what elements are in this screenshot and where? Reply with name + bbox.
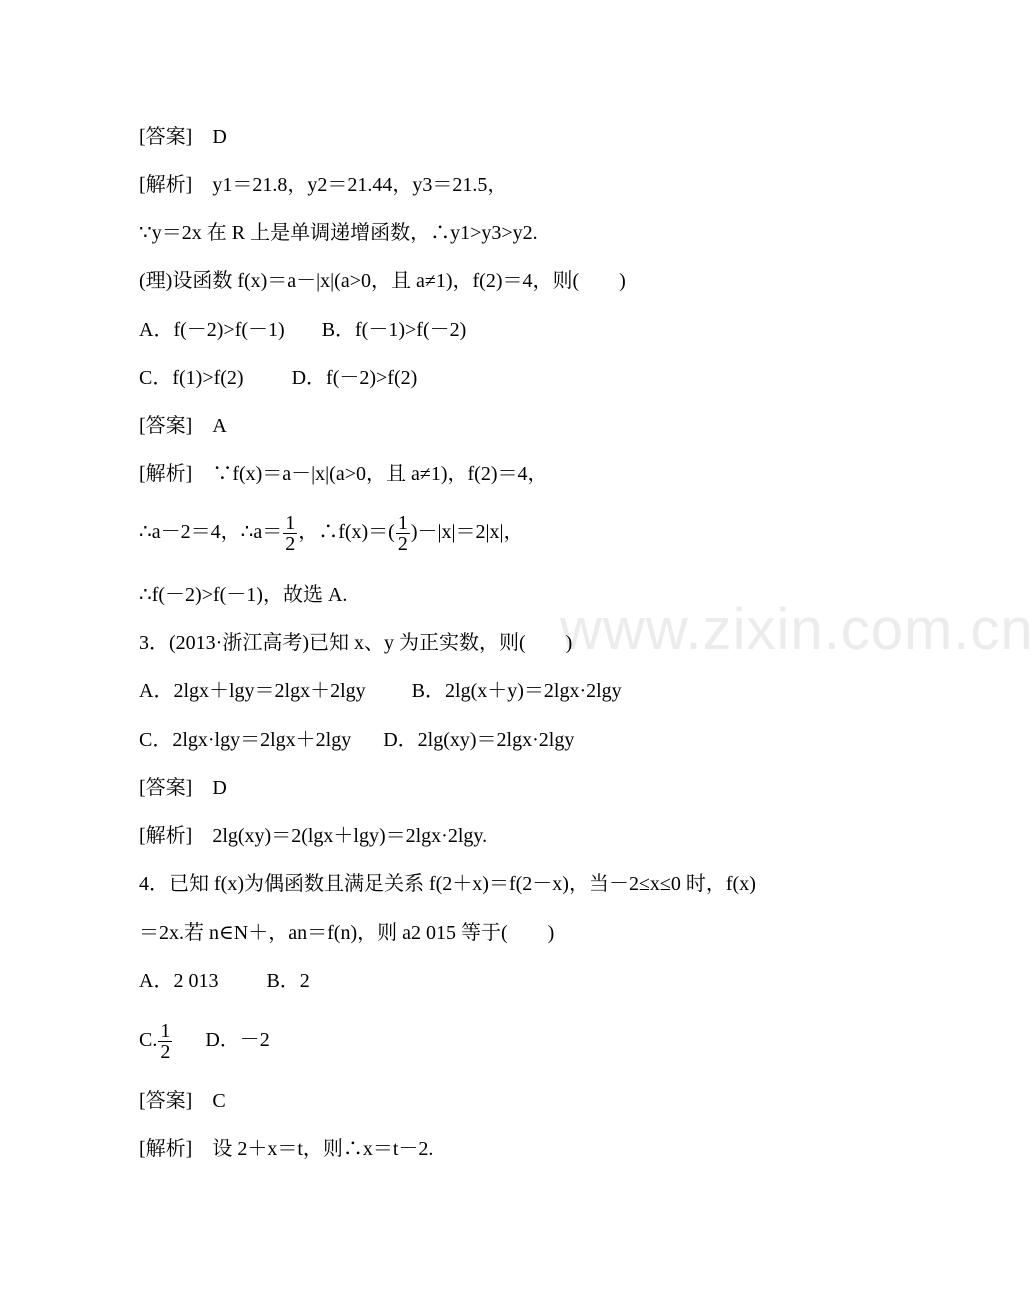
fraction-numerator: 1 [285, 511, 296, 534]
analysis-line-1: [解析] y1＝21.8，y2＝21.44，y3＝21.5， [139, 174, 508, 196]
analysis-line-2: ∵y＝2x 在 R 上是单调递增函数，∴y1>y3>y2. [139, 222, 538, 244]
option-c: C．2lgx·lgy＝2lgx＋2lgy [139, 729, 352, 751]
option-a: A．2 013 [139, 970, 219, 992]
analysis-line-6: [解析] 2lg(xy)＝2(lgx＋lgy)＝2lgx·2lgy. [139, 825, 488, 847]
answer-label-1: [答案] D [139, 126, 227, 148]
options-row-2 [139, 365, 417, 391]
question-li: (理)设函数 f(x)＝a－|x|(a>0，且 a≠1)，f(2)＝4，则( ) [139, 270, 626, 292]
options-row-3 [139, 678, 622, 704]
fraction-denominator: 2 [160, 1040, 171, 1063]
answer-label-3: [答案] D [139, 777, 227, 799]
option-c: C. [139, 1029, 158, 1051]
option-b: B．2 [266, 970, 310, 992]
option-a: A．f(－2)>f(－1) [139, 319, 285, 341]
option-d: D．f(－2)>f(2) [291, 367, 418, 389]
watermark: www.zixin.com.cn [560, 597, 1034, 662]
fraction-numerator: 1 [160, 1019, 171, 1042]
option-b: B．2lg(x＋y)＝2lgx·2lgy [411, 680, 622, 702]
question-4-line-1: 4．已知 f(x)为偶函数且满足关系 f(2＋x)＝f(2－x)，当－2≤x≤0 时，f(x) [139, 873, 756, 895]
fraction-half-2 [396, 513, 410, 554]
fraction-denominator: 2 [397, 532, 408, 555]
fraction-half-3 [158, 1021, 172, 1062]
fraction-half-1 [283, 513, 297, 554]
analysis-text-b: ，∴f(x)＝( [298, 521, 395, 543]
options-row-6 [139, 1018, 270, 1062]
question-3: 3．(2013·浙江高考)已知 x、y 为正实数，则( ) [139, 632, 573, 654]
option-b: B．f(－1)>f(－2) [321, 319, 467, 341]
option-d: D．－2 [205, 1029, 270, 1051]
analysis-text-c: )－|x|＝2|x|， [410, 521, 524, 543]
option-c: C．f(1)>f(2) [139, 367, 244, 389]
analysis-text-a: ∴a－2＝4，∴a＝ [139, 521, 283, 543]
analysis-line-5: ∴f(－2)>f(－1)，故选 A. [139, 584, 348, 606]
options-row-1 [139, 317, 466, 343]
analysis-line-4 [139, 510, 524, 554]
options-row-4 [139, 727, 574, 753]
analysis-line-3: [解析] ∵f(x)＝a－|x|(a>0，且 a≠1)，f(2)＝4， [139, 463, 548, 485]
options-row-5 [139, 968, 310, 994]
question-4-line-2: ＝2x.若 n∈N＋，an＝f(n)，则 a2 015 等于( ) [139, 922, 555, 944]
answer-label-4: [答案] C [139, 1090, 226, 1112]
option-a: A．2lgx＋lgy＝2lgx＋2lgy [139, 680, 366, 702]
fraction-denominator: 2 [285, 532, 296, 555]
fraction-numerator: 1 [397, 511, 408, 534]
option-d: D．2lg(xy)＝2lgx·2lgy [383, 729, 575, 751]
answer-label-2: [答案] A [139, 415, 227, 437]
analysis-line-7: [解析] 设 2＋x＝t，则∴x＝t－2. [139, 1138, 434, 1160]
